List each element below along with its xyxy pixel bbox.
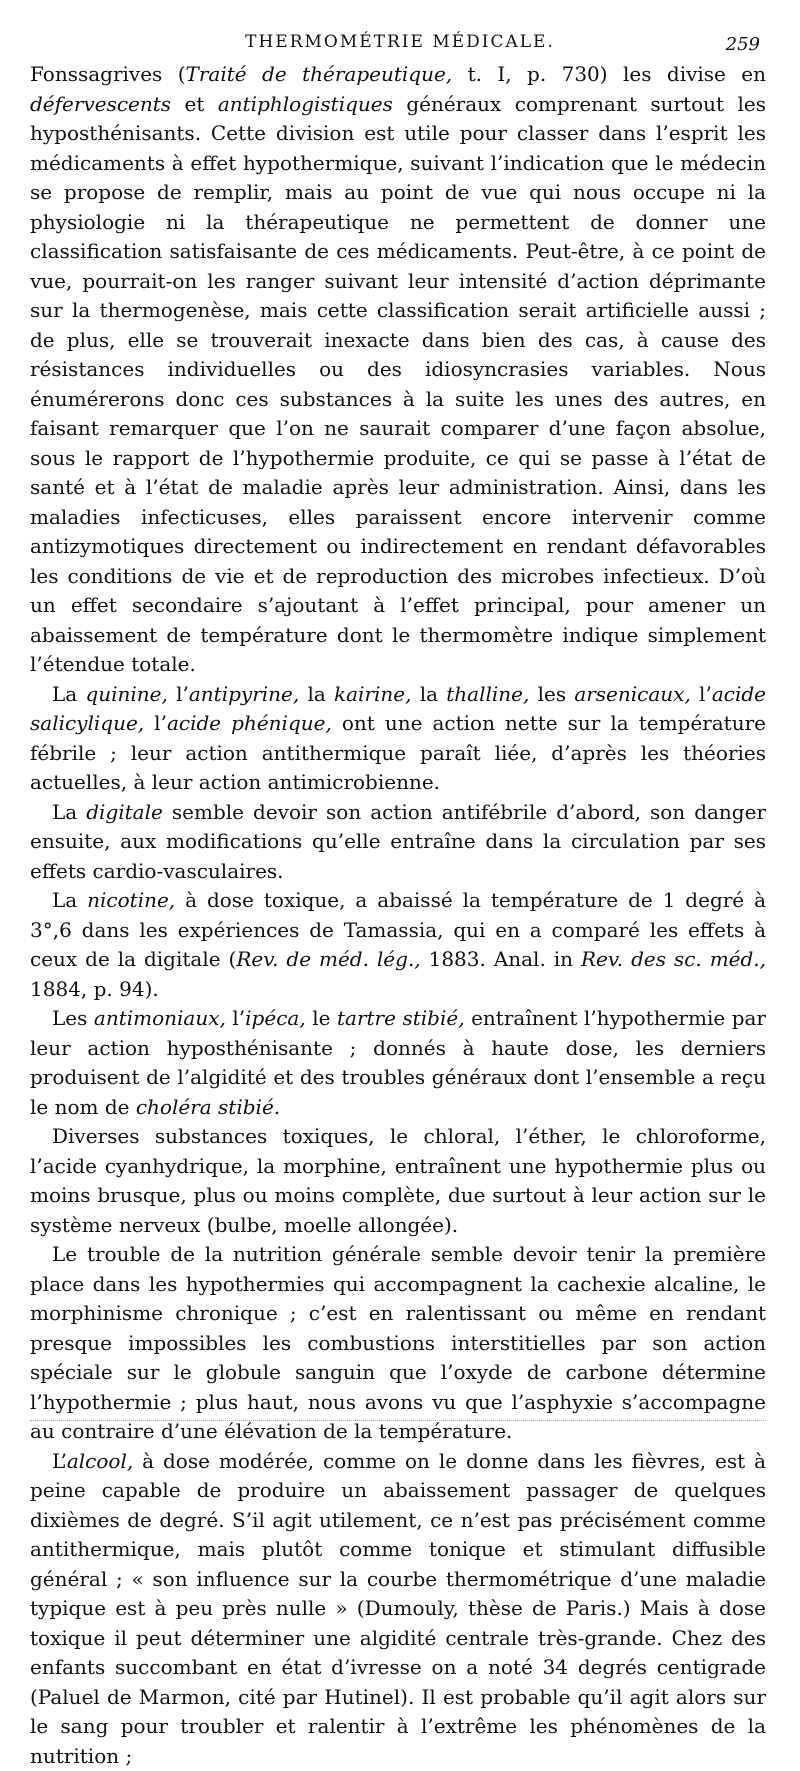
paragraph-quinine (30, 680, 766, 798)
text-run: ont une action nette sur la température fébrile ; leur action antithermique paraît liée, d’après les théories actuelles, à leur action antimicrobienne. (30, 711, 766, 794)
text-run: t. I, p. 730) les divise en (452, 62, 766, 86)
italic-term: antimoniaux, (94, 1006, 226, 1030)
paragraph-fonssagrives (30, 60, 766, 680)
paragraph-substances-toxiques (30, 1122, 766, 1240)
page-number: 259 (726, 34, 760, 55)
italic-term: acide salicylique, (30, 682, 766, 736)
text-run: et (171, 92, 218, 116)
text-run: l’ (691, 682, 712, 706)
text-run: La (52, 682, 85, 706)
paragraph-nicotine (30, 886, 766, 1004)
paragraph-nutrition-generale (30, 1240, 766, 1447)
text-run: l’ (144, 711, 167, 735)
italic-term: digitale (86, 800, 163, 824)
text-run: la (411, 682, 446, 706)
text-run: l’ (168, 682, 189, 706)
italic-term: kairine, (334, 682, 411, 706)
text-run: 1883. Anal. in (421, 947, 581, 971)
text-run: généraux comprenant surtout les hyposthénisants. Cette division est utile pour classer dans l’esprit les médicaments à effet hypothermique, suivant l’indication que le médecin se propose de remplir, mais au point de vue qui nous occupe ni la physiologie ni la thérapeutique ne permettent de donner une classification satisfaisante de ces médicaments. Peut-être, à ce point de vue, pourrait-on les ranger suivant leur intensité d’action déprimante sur la thermogenèse, mais cette classification serait artificielle aussi ; de plus, elle se trouverait inexacte dans bien des cas, à cause des résistances individuelles ou des idiosyncrasies variables. Nous énumérerons donc ces substances à la suite les unes des autres, en faisant remarquer que l’on ne saurait comparer d’une façon absolue, sous le rapport de l’hypothermie produite, ce qui se passe à l’état de santé et à l’état de maladie après leur administration. Ainsi, dans les maladies infecticuses, elles paraissent encore intervenir comme antizymotiques directement ou indirectement en rendant défavorables les conditions de vie et de reproduction des microbes infectieux. D’où un effet secondaire s’ajoutant à l’effet principal, pour amener un abaissement de température dont le thermomètre indique simplement l’étendue totale. (30, 92, 766, 677)
italic-term: antipyrine, (189, 682, 299, 706)
text-run: Fonssagrives ( (30, 62, 186, 86)
text-run: entraînent l’hypothermie par leur action hyposthénisante ; donnés à haute dose, les derniers produisent de l’algidité et des troubles généraux dont l’ensemble a reçu le nom de (30, 1006, 766, 1119)
text-run: 1884, p. 94). (30, 977, 159, 1001)
italic-term: quinine, (85, 682, 167, 706)
paragraph-digitale (30, 798, 766, 887)
italic-term: nicotine, (87, 888, 175, 912)
italic-term: acide phénique, (167, 711, 332, 735)
text-run: La (52, 888, 87, 912)
italic-term: choléra stibié. (136, 1095, 280, 1119)
paragraph-alcool (30, 1447, 766, 1771)
text-run: le (306, 1006, 337, 1030)
text-run: Diverses substances toxiques, le chloral, l’éther, le chloroforme, l’acide cyanhydrique, la morphine, entraînent une hypothermie plus ou moins brusque, plus ou moins complète, due surtout à leur action sur le système nerveux (bulbe, moelle allongée). (30, 1124, 766, 1237)
text-run: Le trouble de la nutrition générale semble devoir tenir la première place dans les hypothermies qui accompagnent la cachexie alcaline, le morphinisme chronique ; c’est en ralentissant ou même en rendant presque impossibles les combustions interstitielles par son action spéciale sur le globule sanguin que l’oxyde de carbone détermine l’hypothermie ; plus haut, nous avons vu que l’asphyxie s’accompagne au contraire d’une élévation de la température. (30, 1242, 766, 1443)
text-run: la (299, 682, 334, 706)
running-head: THERMOMÉTRIE MÉDICALE. (0, 32, 800, 52)
text-run: La (52, 800, 86, 824)
italic-term: arsenicaux, (574, 682, 691, 706)
text-run: Les (52, 1006, 94, 1030)
text-run: l’ (226, 1006, 245, 1030)
italic-term: Rev. des sc. méd., (581, 947, 766, 971)
paragraph-antimoniaux (30, 1004, 766, 1122)
text-run: semble devoir son action antifébrile d’abord, son danger ensuite, aux modifications qu’elle entraîne dans la circulation par ses effets cardio-vasculaires. (30, 800, 766, 883)
body-text (30, 60, 766, 1771)
italic-term: défervescents (30, 92, 171, 116)
footer-rule (30, 1420, 766, 1422)
text-run: L’ (52, 1449, 67, 1473)
italic-term: alcool, (67, 1449, 133, 1473)
text-run: à dose modérée, comme on le donne dans les fièvres, est à peine capable de produire un abaissement passager de quelques dixièmes de degré. S’il agit utilement, ce n’est pas précisément comme antithermique, mais plutôt comme tonique et stimulant diffusible général ; « son influence sur la courbe thermométrique d’une maladie typique est à peu près nulle » (Dumouly, thèse de Paris.) Mais à dose toxique il peut déterminer une algidité centrale très-grande. Chez des enfants succombant en état d’ivresse on a noté 34 degrés centigrade (Paluel de Marmon, cité par Hutinel). Il est probable qu’il agit alors sur le sang pour troubler et ralentir à l’extrême les phénomènes de la nutrition ; (30, 1449, 766, 1768)
italic-term: ipéca, (245, 1006, 306, 1030)
italic-term: antiphlogistiques (218, 92, 393, 116)
italic-term: tartre stibié, (337, 1006, 465, 1030)
italic-term: thalline, (446, 682, 529, 706)
italic-term: Traité de thérapeutique, (186, 62, 453, 86)
text-run: à dose toxique, a abaissé la température de 1 degré à 3°,6 dans les expériences de Tamassia, qui en a comparé les effets à ceux de la digitale ( (30, 888, 766, 971)
text-run: les (529, 682, 574, 706)
page-header (0, 30, 800, 56)
italic-term: Rev. de méd. lég., (236, 947, 420, 971)
